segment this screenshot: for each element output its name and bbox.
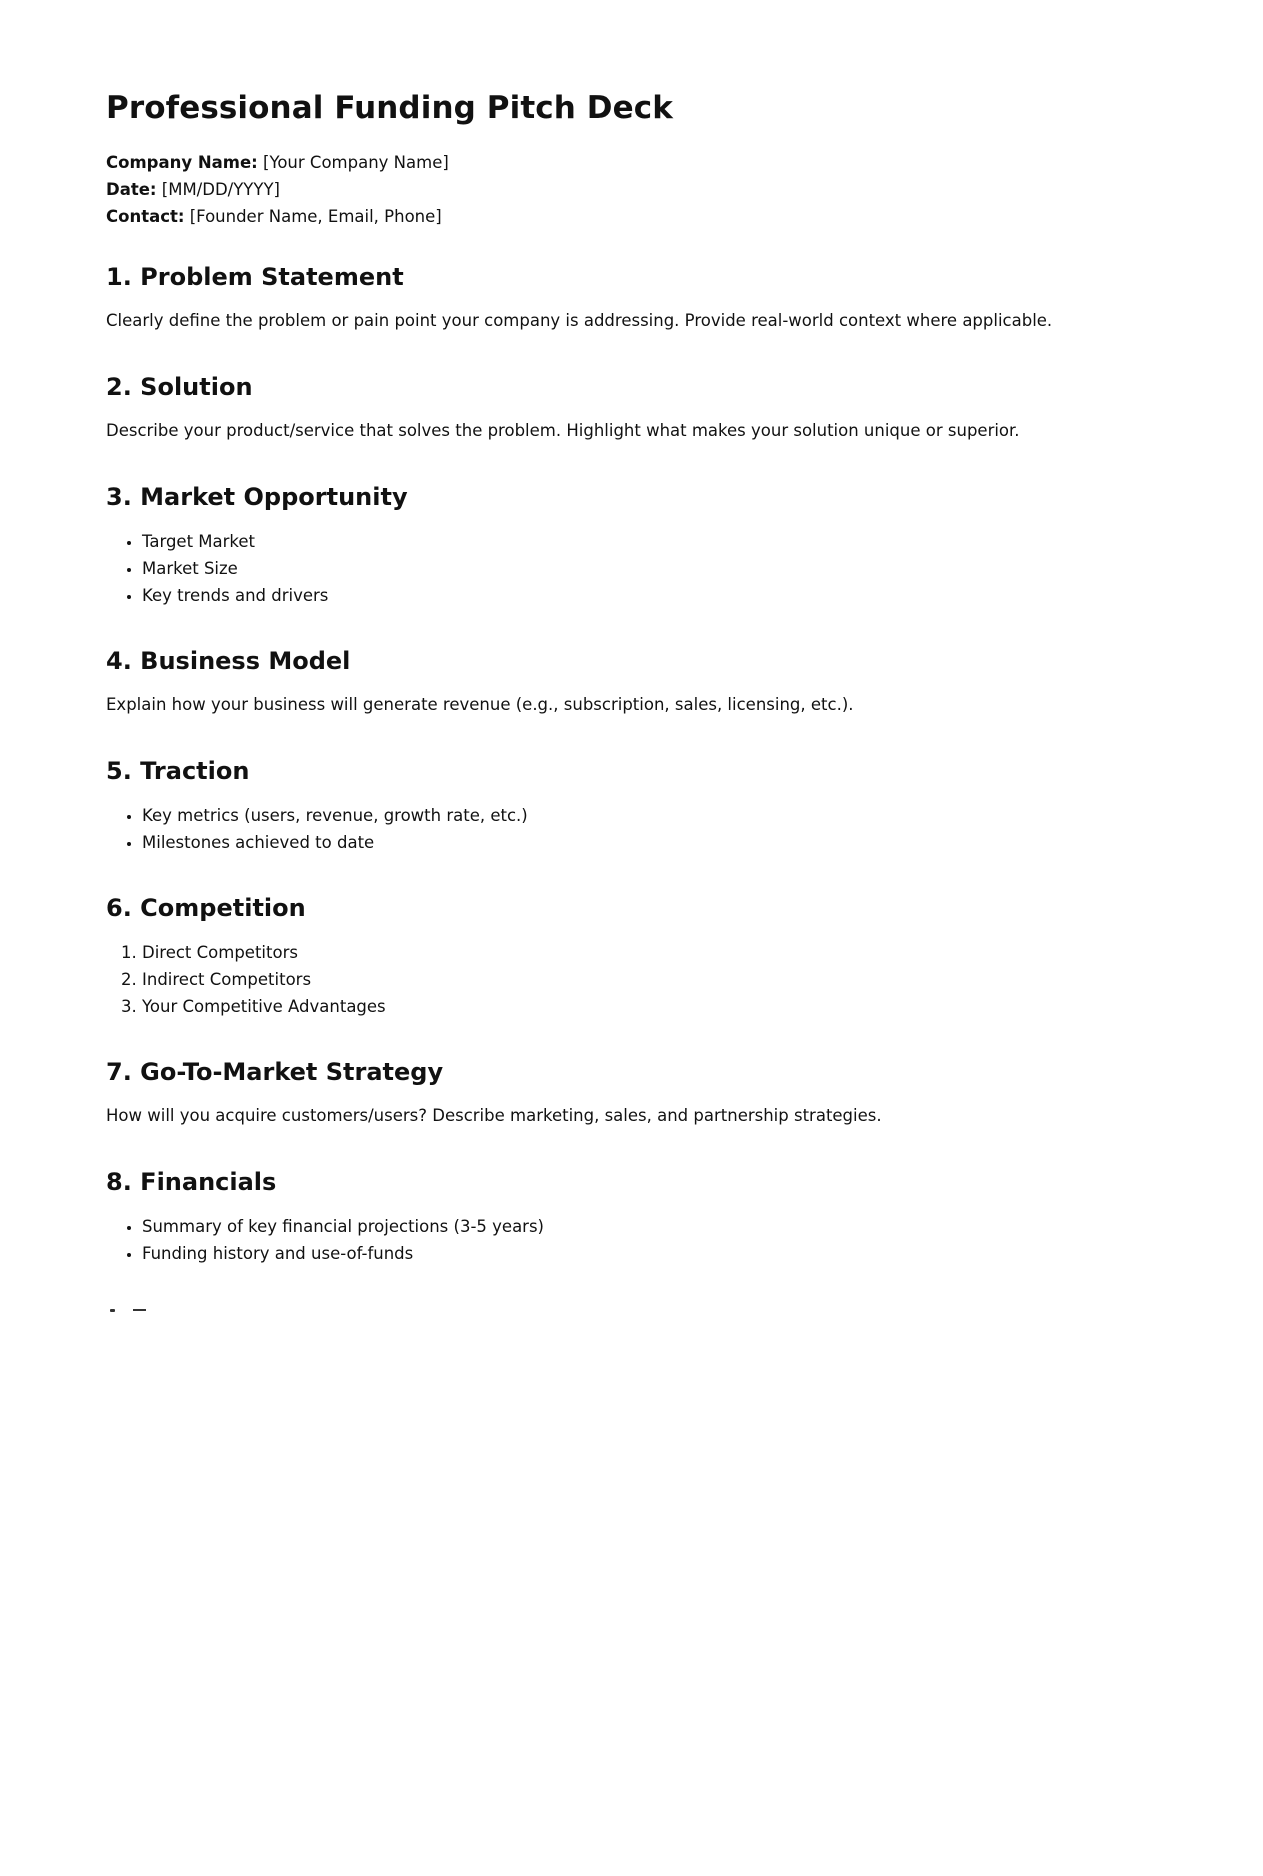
meta-value: [Founder Name, Email, Phone] [189,207,442,226]
section-go-to-market-strategy [106,1057,1166,1128]
section-market-opportunity [106,482,1166,609]
list-item: • Key metrics (users, revenue, growth rate, etc.) [142,802,1166,829]
meta-value: [MM/DD/YYYY] [161,180,280,199]
document-meta [106,149,449,230]
section-heading: 7. Go-To-Market Strategy [106,1058,444,1086]
section-competition [106,893,1166,1020]
section-heading: 6. Competition [106,894,306,922]
section-financials [106,1167,1166,1267]
bullet-list [106,1213,1166,1267]
list-item: 1. Direct Competitors [142,939,1166,966]
section-heading: 4. Business Model [106,647,351,675]
section-heading: 5. Traction [106,757,250,785]
document-title: Professional Funding Pitch Deck [106,90,673,126]
meta-label: Company Name: [106,153,258,172]
section-heading: 2. Solution [106,373,253,401]
section-business-model [106,646,1166,717]
section-solution [106,372,1166,443]
meta-label: Date: [106,180,157,199]
list-item: • Market Size [142,555,1166,582]
list-item: • Milestones achieved to date [142,829,1166,856]
meta-contact [106,203,449,230]
meta-date [106,176,449,203]
bullet-list [106,528,1166,609]
bullet-list [106,802,1166,856]
list-item: • Summary of key financial projections (3-5 years) [142,1213,1166,1240]
meta-company-name [106,149,449,176]
section-problem-statement [106,262,1166,333]
list-item: • Key trends and drivers [142,582,1166,609]
meta-value: [Your Company Name] [263,153,449,172]
cutoff-mark [110,1309,115,1312]
list-item: 2. Indirect Competitors [142,966,1166,993]
section-heading: 8. Financials [106,1168,277,1196]
list-item: • Target Market [142,528,1166,555]
section-paragraph: Explain how your business will generate revenue (e.g., subscription, sales, licensing, etc.). [106,695,854,714]
section-traction [106,756,1166,856]
meta-label: Contact: [106,207,185,226]
truncated-heading-fragment [106,1309,166,1319]
section-heading: 3. Market Opportunity [106,483,408,511]
list-item: 3. Your Competitive Advantages [142,993,1166,1020]
list-item: • Funding history and use-of-funds [142,1240,1166,1267]
section-paragraph: How will you acquire customers/users? Describe marketing, sales, and partnership strategies. [106,1106,882,1125]
section-paragraph: Describe your product/service that solves the problem. Highlight what makes your solution unique or superior. [106,421,1020,440]
numbered-list [106,939,1166,1020]
section-paragraph: Clearly define the problem or pain point your company is addressing. Provide real-world context where applicable. [106,311,1053,330]
cutoff-mark [133,1309,146,1311]
section-heading: 1. Problem Statement [106,263,404,291]
